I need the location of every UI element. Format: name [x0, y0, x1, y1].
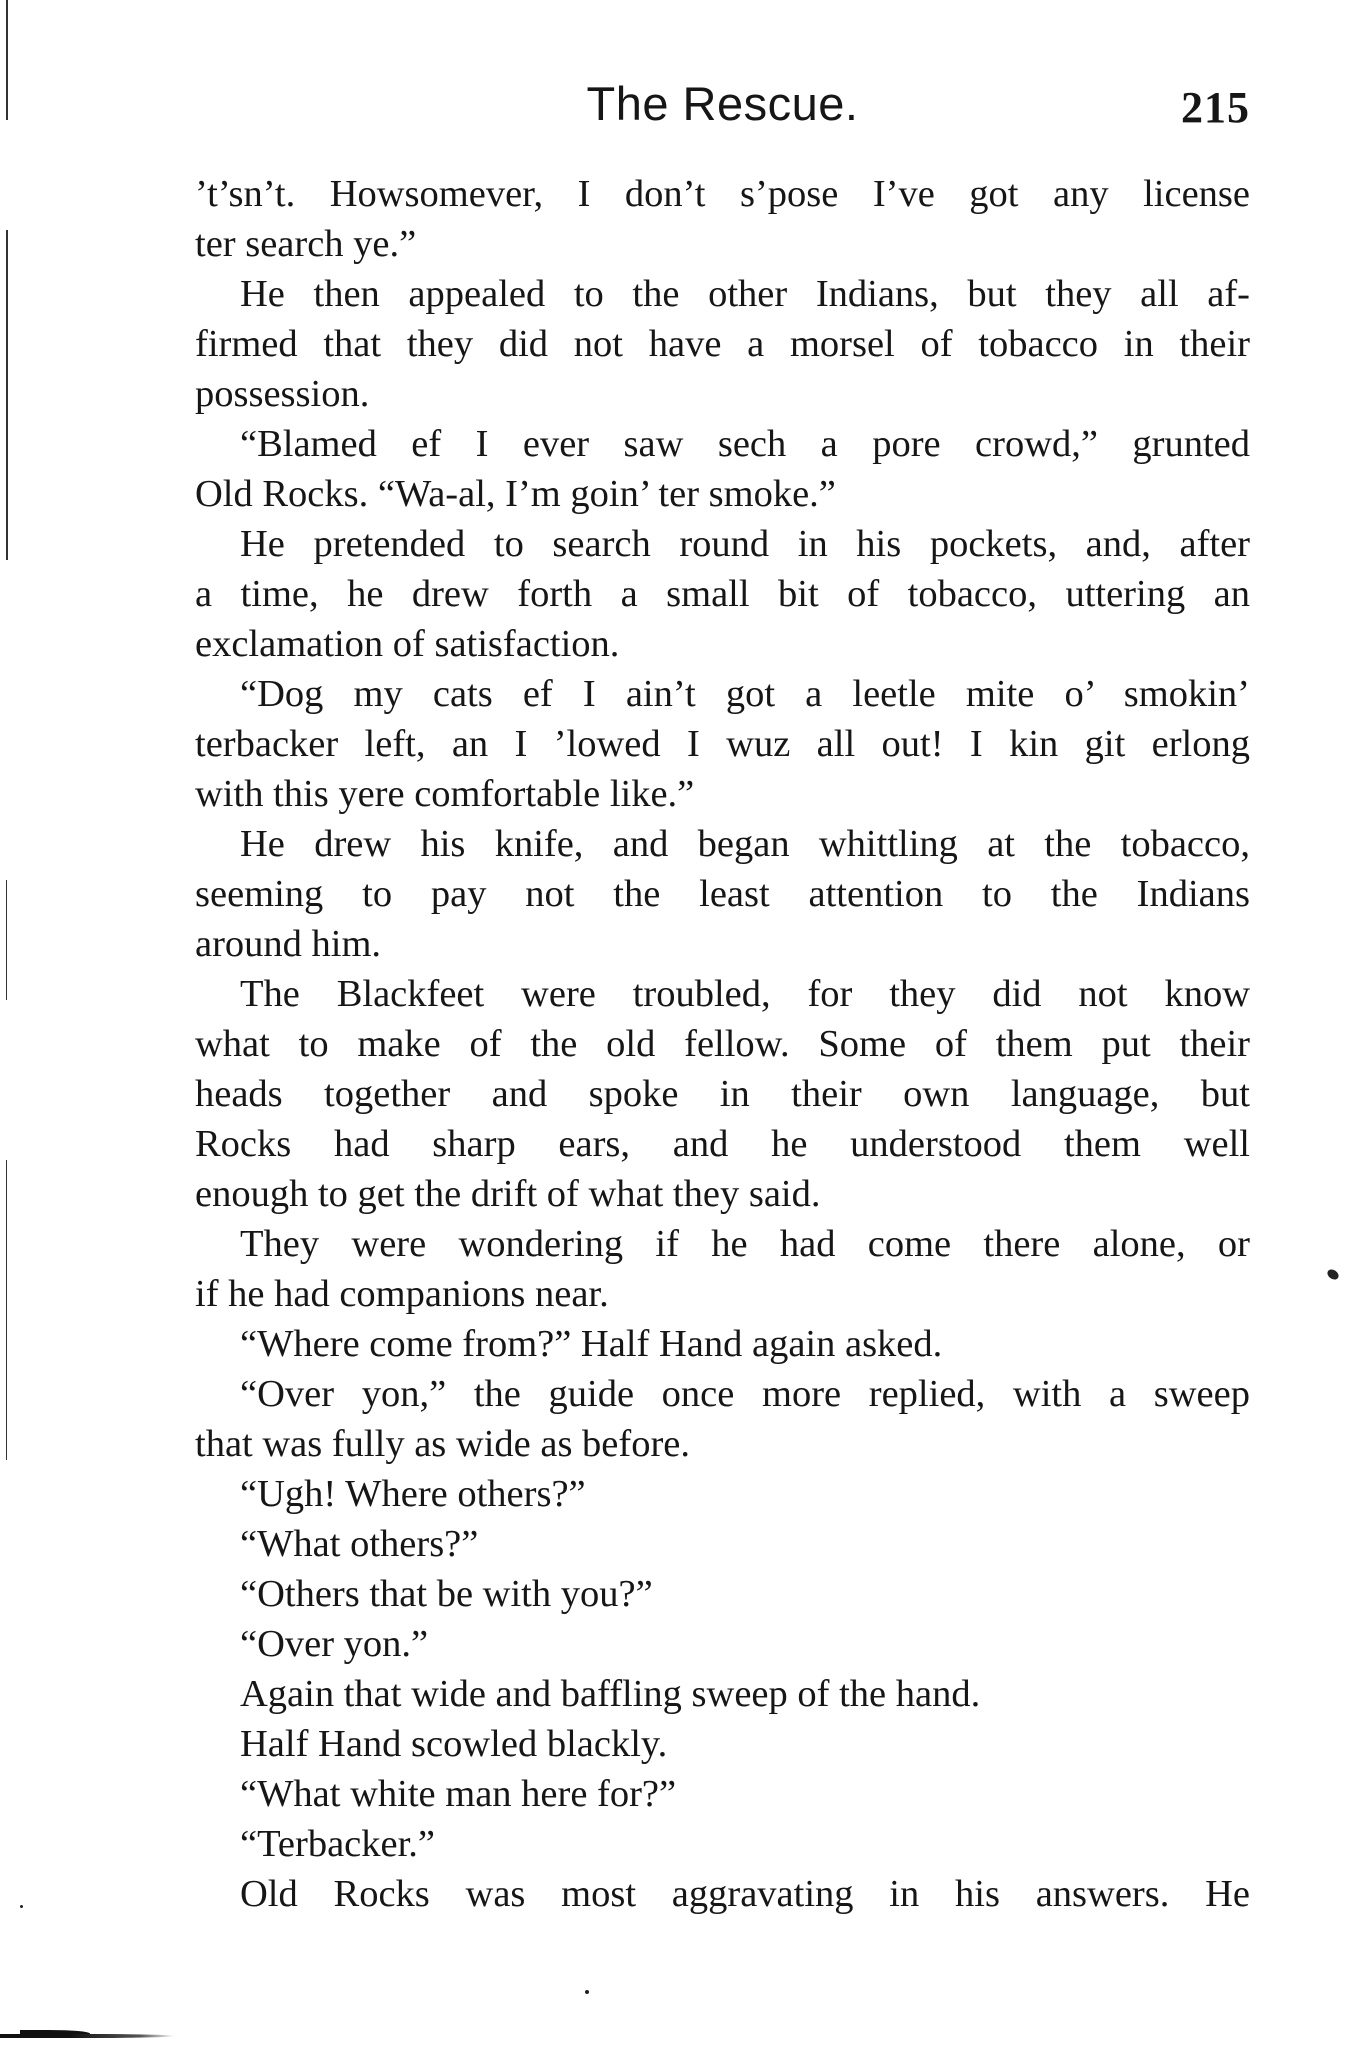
text-line: terbacker left, an I ’lowed I wuz all out! I kin git erlong [195, 723, 1250, 765]
text-line: that was fully as wide as before. [195, 1423, 690, 1465]
running-head: The Rescue. [586, 77, 859, 130]
text-line: firmed that they did not have a morsel of tobacco in their [195, 323, 1250, 365]
text-line: Old Rocks. “Wa-al, I’m goin’ ter smoke.” [195, 473, 836, 515]
text-line: ter search ye.” [195, 223, 417, 265]
left-margin-rule [6, 1160, 7, 1460]
text-line: “Blamed ef I ever saw sech a pore crowd,” grunted [240, 423, 1250, 465]
text-line: ’t’sn’t. Howsomever, I don’t s’pose I’ve got any license [195, 173, 1250, 215]
ink-speck [20, 1905, 23, 1908]
ink-speck [1326, 1267, 1341, 1281]
left-margin-rule [6, 0, 8, 120]
text-line: “Over yon.” [240, 1623, 429, 1665]
text-line: exclamation of satisfaction. [195, 623, 620, 665]
text-line: “Over yon,” the guide once more replied, with a sweep [240, 1373, 1250, 1415]
text-line: “Terbacker.” [240, 1823, 436, 1865]
page-number: 215 [1181, 83, 1250, 132]
text-line: with this yere comfortable like.” [195, 773, 695, 815]
text-line: possession. [195, 373, 370, 415]
text-line: what to make of the old fellow. Some of them put their [195, 1023, 1250, 1065]
ink-speck [585, 1990, 589, 1994]
left-margin-rule [6, 230, 8, 560]
text-line: The Blackfeet were troubled, for they did not know [240, 973, 1250, 1015]
text-line: He then appealed to the other Indians, but they all af- [240, 273, 1250, 315]
text-line: enough to get the drift of what they said. [195, 1173, 821, 1215]
text-line: Old Rocks was most aggravating in his answers. He [240, 1873, 1250, 1915]
text-line: around him. [195, 923, 382, 965]
text-line: a time, he drew forth a small bit of tobacco, uttering an [195, 573, 1250, 615]
text-line: “What others?” [240, 1523, 479, 1565]
text-line: Half Hand scowled blackly. [240, 1723, 668, 1765]
page-header [195, 72, 1250, 142]
ink-smudge [0, 2034, 175, 2038]
text-line: Rocks had sharp ears, and he understood them well [195, 1123, 1250, 1165]
text-line: He drew his knife, and began whittling at the tobacco, [240, 823, 1250, 865]
text-line: if he had companions near. [195, 1273, 609, 1315]
body-text [195, 169, 1250, 1919]
text-line: “Ugh! Where others?” [240, 1473, 586, 1515]
text-line: “Where come from?” Half Hand again asked. [240, 1323, 943, 1365]
text-line: “Dog my cats ef I ain’t got a leetle mite o’ smokin’ [240, 673, 1250, 715]
text-line: heads together and spoke in their own language, but [195, 1073, 1250, 1115]
text-line: “Others that be with you?” [240, 1573, 653, 1615]
text-line: They were wondering if he had come there alone, or [240, 1223, 1250, 1265]
text-line: seeming to pay not the least attention to the Indians [195, 873, 1250, 915]
text-line: He pretended to search round in his pockets, and, after [240, 523, 1250, 565]
text-line: “What white man here for?” [240, 1773, 677, 1815]
left-margin-rule [6, 880, 7, 1000]
text-line: Again that wide and baffling sweep of the hand. [240, 1673, 981, 1715]
